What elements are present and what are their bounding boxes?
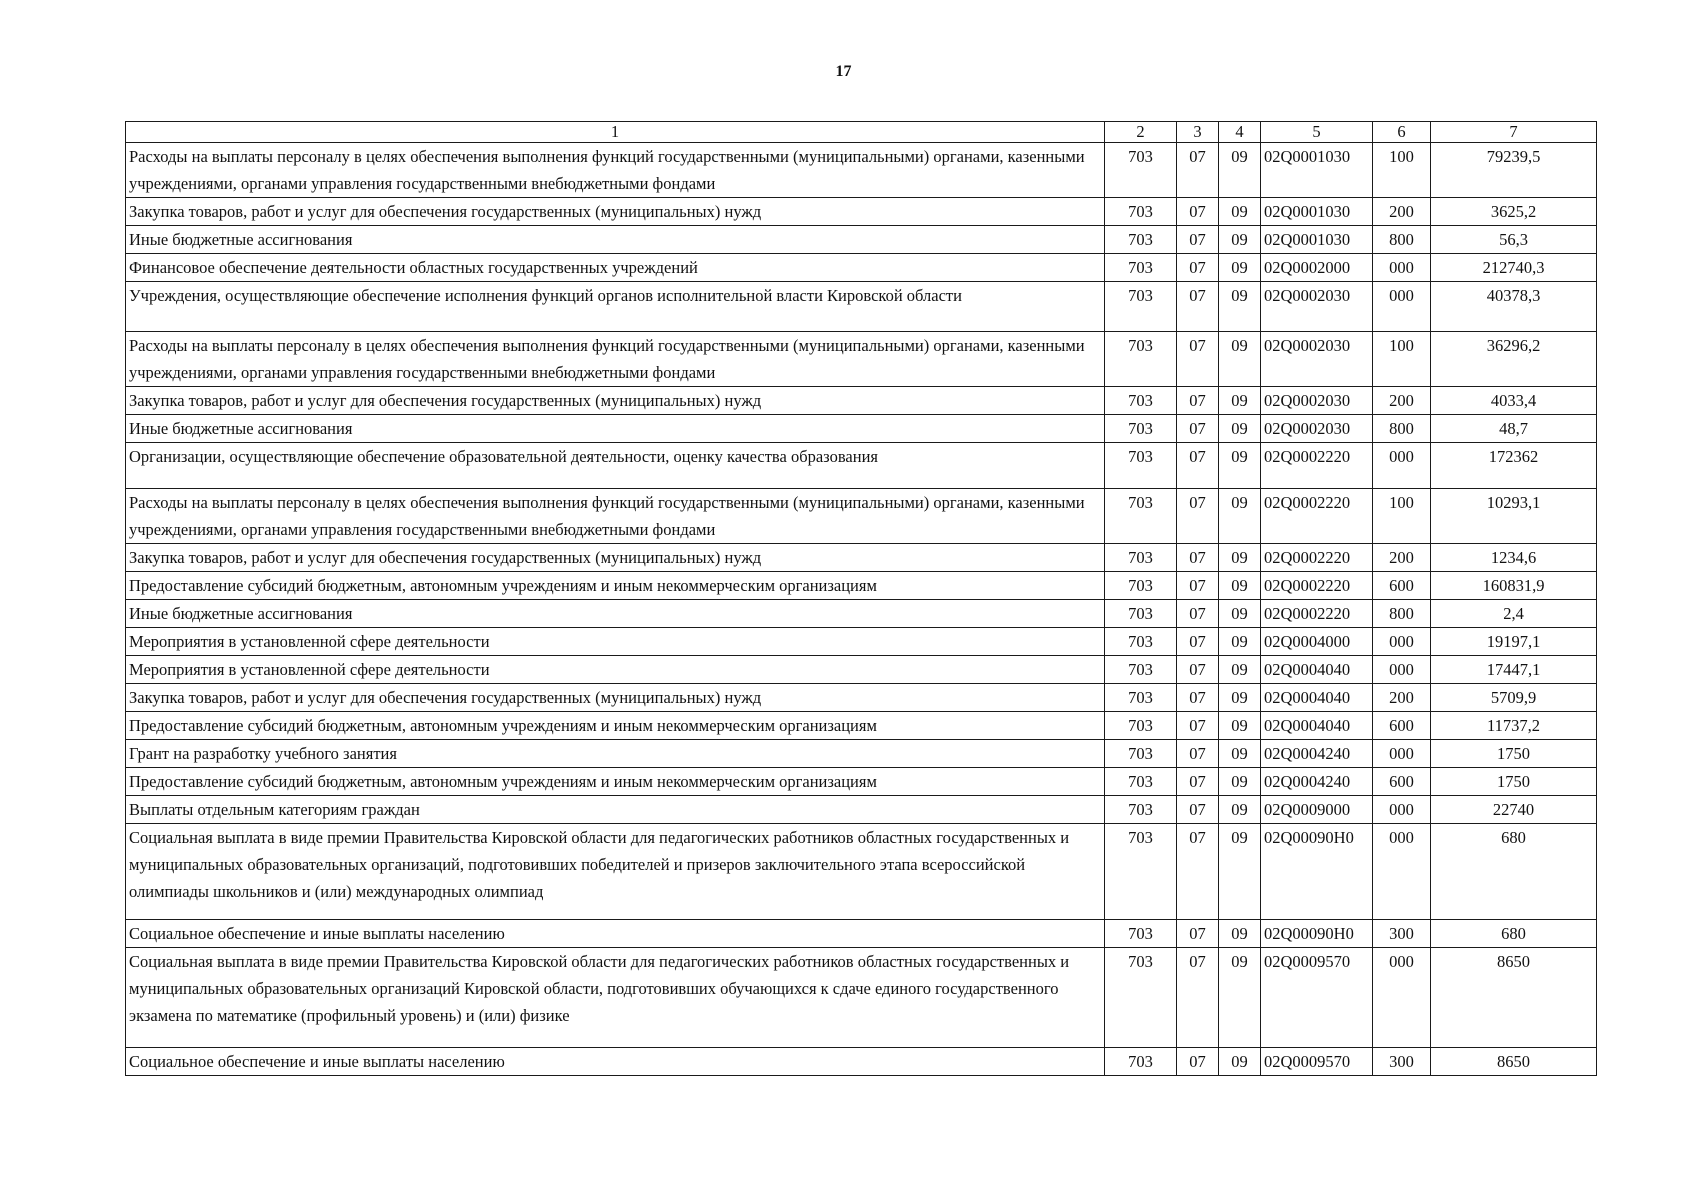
subsection-code: 09 xyxy=(1219,600,1261,628)
expense-type-code: 600 xyxy=(1373,768,1431,796)
expense-type-code: 300 xyxy=(1373,920,1431,948)
table-row xyxy=(126,415,1597,443)
ministry-code: 703 xyxy=(1105,1048,1177,1076)
ministry-code: 703 xyxy=(1105,684,1177,712)
amount: 4033,4 xyxy=(1431,387,1597,415)
column-header: 6 xyxy=(1373,122,1431,143)
section-code: 07 xyxy=(1177,143,1219,198)
amount: 680 xyxy=(1431,920,1597,948)
section-code: 07 xyxy=(1177,332,1219,387)
target-article-code: 02Q0001030 xyxy=(1261,198,1373,226)
section-code: 07 xyxy=(1177,415,1219,443)
ministry-code: 703 xyxy=(1105,740,1177,768)
row-description: Закупка товаров, работ и услуг для обеспечения государственных (муниципальных) нужд xyxy=(126,544,1105,572)
expense-type-code: 800 xyxy=(1373,415,1431,443)
subsection-code: 09 xyxy=(1219,143,1261,198)
ministry-code: 703 xyxy=(1105,796,1177,824)
amount: 36296,2 xyxy=(1431,332,1597,387)
amount: 680 xyxy=(1431,824,1597,920)
amount: 1750 xyxy=(1431,740,1597,768)
amount: 8650 xyxy=(1431,948,1597,1048)
ministry-code: 703 xyxy=(1105,920,1177,948)
page-number: 17 xyxy=(835,63,852,80)
table-row xyxy=(126,712,1597,740)
amount: 212740,3 xyxy=(1431,254,1597,282)
row-description: Иные бюджетные ассигнования xyxy=(126,415,1105,443)
section-code: 07 xyxy=(1177,768,1219,796)
expense-type-code: 000 xyxy=(1373,282,1431,332)
target-article-code: 02Q0009570 xyxy=(1261,948,1373,1048)
expense-type-code: 600 xyxy=(1373,712,1431,740)
column-numbers-row xyxy=(126,122,1597,143)
row-description: Грант на разработку учебного занятия xyxy=(126,740,1105,768)
row-description: Предоставление субсидий бюджетным, автономным учреждениям и иным некоммерческим организациям xyxy=(126,768,1105,796)
subsection-code: 09 xyxy=(1219,656,1261,684)
amount: 2,4 xyxy=(1431,600,1597,628)
table-row xyxy=(126,796,1597,824)
amount: 19197,1 xyxy=(1431,628,1597,656)
row-description: Предоставление субсидий бюджетным, автономным учреждениям и иным некоммерческим организациям xyxy=(126,572,1105,600)
section-code: 07 xyxy=(1177,254,1219,282)
table-row xyxy=(126,920,1597,948)
row-description: Предоставление субсидий бюджетным, автономным учреждениям и иным некоммерческим организациям xyxy=(126,712,1105,740)
subsection-code: 09 xyxy=(1219,628,1261,656)
table-row xyxy=(126,1048,1597,1076)
row-description: Расходы на выплаты персоналу в целях обеспечения выполнения функций государственными (муниципальными) органами, казенными учреждениями, органами управления государственными внебюджетными фондами xyxy=(126,332,1105,387)
subsection-code: 09 xyxy=(1219,282,1261,332)
table-row xyxy=(126,489,1597,544)
table-row xyxy=(126,600,1597,628)
amount: 22740 xyxy=(1431,796,1597,824)
target-article-code: 02Q0004240 xyxy=(1261,768,1373,796)
target-article-code: 02Q0002030 xyxy=(1261,415,1373,443)
target-article-code: 02Q0004000 xyxy=(1261,628,1373,656)
target-article-code: 02Q0002220 xyxy=(1261,600,1373,628)
ministry-code: 703 xyxy=(1105,600,1177,628)
subsection-code: 09 xyxy=(1219,443,1261,489)
subsection-code: 09 xyxy=(1219,254,1261,282)
expense-type-code: 000 xyxy=(1373,824,1431,920)
subsection-code: 09 xyxy=(1219,415,1261,443)
table-row xyxy=(126,656,1597,684)
target-article-code: 02Q00090H0 xyxy=(1261,824,1373,920)
amount: 5709,9 xyxy=(1431,684,1597,712)
section-code: 07 xyxy=(1177,489,1219,544)
ministry-code: 703 xyxy=(1105,226,1177,254)
ministry-code: 703 xyxy=(1105,948,1177,1048)
target-article-code: 02Q0002220 xyxy=(1261,544,1373,572)
row-description: Социальная выплата в виде премии Правительства Кировской области для педагогических работников областных государственных и муниципальных образовательных организаций Кировской области, подготовивших обучающихся к сдаче единого государственного экзамена по математике (профильный уровень) и (или) физике xyxy=(126,948,1105,1048)
row-description: Мероприятия в установленной сфере деятельности xyxy=(126,628,1105,656)
target-article-code: 02Q0002030 xyxy=(1261,387,1373,415)
expense-type-code: 000 xyxy=(1373,796,1431,824)
row-description: Закупка товаров, работ и услуг для обеспечения государственных (муниципальных) нужд xyxy=(126,387,1105,415)
expense-type-code: 600 xyxy=(1373,572,1431,600)
expense-type-code: 800 xyxy=(1373,226,1431,254)
expense-type-code: 300 xyxy=(1373,1048,1431,1076)
ministry-code: 703 xyxy=(1105,443,1177,489)
table-row xyxy=(126,768,1597,796)
subsection-code: 09 xyxy=(1219,544,1261,572)
expense-type-code: 000 xyxy=(1373,656,1431,684)
expense-type-code: 000 xyxy=(1373,628,1431,656)
amount: 40378,3 xyxy=(1431,282,1597,332)
row-description: Организации, осуществляющие обеспечение образовательной деятельности, оценку качества образования xyxy=(126,443,1105,489)
subsection-code: 09 xyxy=(1219,198,1261,226)
amount: 48,7 xyxy=(1431,415,1597,443)
amount: 8650 xyxy=(1431,1048,1597,1076)
ministry-code: 703 xyxy=(1105,824,1177,920)
row-description: Мероприятия в установленной сфере деятельности xyxy=(126,656,1105,684)
section-code: 07 xyxy=(1177,948,1219,1048)
ministry-code: 703 xyxy=(1105,656,1177,684)
target-article-code: 02Q0004040 xyxy=(1261,712,1373,740)
ministry-code: 703 xyxy=(1105,544,1177,572)
target-article-code: 02Q0001030 xyxy=(1261,143,1373,198)
amount: 10293,1 xyxy=(1431,489,1597,544)
amount: 3625,2 xyxy=(1431,198,1597,226)
section-code: 07 xyxy=(1177,920,1219,948)
target-article-code: 02Q0009570 xyxy=(1261,1048,1373,1076)
section-code: 07 xyxy=(1177,387,1219,415)
section-code: 07 xyxy=(1177,824,1219,920)
section-code: 07 xyxy=(1177,544,1219,572)
table-row xyxy=(126,387,1597,415)
target-article-code: 02Q0004240 xyxy=(1261,740,1373,768)
row-description: Закупка товаров, работ и услуг для обеспечения государственных (муниципальных) нужд xyxy=(126,198,1105,226)
target-article-code: 02Q0001030 xyxy=(1261,226,1373,254)
table-row xyxy=(126,332,1597,387)
section-code: 07 xyxy=(1177,1048,1219,1076)
expense-type-code: 200 xyxy=(1373,198,1431,226)
amount: 160831,9 xyxy=(1431,572,1597,600)
column-header: 1 xyxy=(126,122,1105,143)
expense-type-code: 100 xyxy=(1373,489,1431,544)
ministry-code: 703 xyxy=(1105,628,1177,656)
subsection-code: 09 xyxy=(1219,712,1261,740)
table-row xyxy=(126,628,1597,656)
subsection-code: 09 xyxy=(1219,740,1261,768)
ministry-code: 703 xyxy=(1105,143,1177,198)
target-article-code: 02Q0002220 xyxy=(1261,489,1373,544)
table-row xyxy=(126,226,1597,254)
table-row xyxy=(126,544,1597,572)
subsection-code: 09 xyxy=(1219,768,1261,796)
table-row xyxy=(126,740,1597,768)
expense-type-code: 000 xyxy=(1373,740,1431,768)
row-description: Выплаты отдельным категориям граждан xyxy=(126,796,1105,824)
ministry-code: 703 xyxy=(1105,768,1177,796)
ministry-code: 703 xyxy=(1105,198,1177,226)
ministry-code: 703 xyxy=(1105,489,1177,544)
table-row xyxy=(126,443,1597,489)
amount: 172362 xyxy=(1431,443,1597,489)
subsection-code: 09 xyxy=(1219,796,1261,824)
section-code: 07 xyxy=(1177,712,1219,740)
ministry-code: 703 xyxy=(1105,282,1177,332)
column-header: 4 xyxy=(1219,122,1261,143)
amount: 11737,2 xyxy=(1431,712,1597,740)
target-article-code: 02Q0002220 xyxy=(1261,443,1373,489)
section-code: 07 xyxy=(1177,572,1219,600)
target-article-code: 02Q0002220 xyxy=(1261,572,1373,600)
subsection-code: 09 xyxy=(1219,824,1261,920)
section-code: 07 xyxy=(1177,656,1219,684)
column-header: 7 xyxy=(1431,122,1597,143)
subsection-code: 09 xyxy=(1219,948,1261,1048)
expense-type-code: 100 xyxy=(1373,332,1431,387)
subsection-code: 09 xyxy=(1219,684,1261,712)
ministry-code: 703 xyxy=(1105,712,1177,740)
row-description: Расходы на выплаты персоналу в целях обеспечения выполнения функций государственными (муниципальными) органами, казенными учреждениями, органами управления государственными внебюджетными фондами xyxy=(126,143,1105,198)
target-article-code: 02Q00090H0 xyxy=(1261,920,1373,948)
row-description: Иные бюджетные ассигнования xyxy=(126,226,1105,254)
amount: 56,3 xyxy=(1431,226,1597,254)
section-code: 07 xyxy=(1177,684,1219,712)
column-header: 5 xyxy=(1261,122,1373,143)
subsection-code: 09 xyxy=(1219,1048,1261,1076)
table-row xyxy=(126,254,1597,282)
column-header: 2 xyxy=(1105,122,1177,143)
section-code: 07 xyxy=(1177,740,1219,768)
section-code: 07 xyxy=(1177,600,1219,628)
subsection-code: 09 xyxy=(1219,489,1261,544)
target-article-code: 02Q0002030 xyxy=(1261,332,1373,387)
ministry-code: 703 xyxy=(1105,332,1177,387)
section-code: 07 xyxy=(1177,198,1219,226)
table-row xyxy=(126,143,1597,198)
subsection-code: 09 xyxy=(1219,332,1261,387)
subsection-code: 09 xyxy=(1219,226,1261,254)
row-description: Учреждения, осуществляющие обеспечение исполнения функций органов исполнительной власти Кировской области xyxy=(126,282,1105,332)
table-row xyxy=(126,572,1597,600)
row-description: Социальная выплата в виде премии Правительства Кировской области для педагогических работников областных государственных и муниципальных образовательных организаций, подготовивших победителей и призеров заключительного этапа всероссийской олимпиады школьников и (или) международных олимпиад xyxy=(126,824,1105,920)
section-code: 07 xyxy=(1177,796,1219,824)
row-description: Иные бюджетные ассигнования xyxy=(126,600,1105,628)
expense-type-code: 800 xyxy=(1373,600,1431,628)
ministry-code: 703 xyxy=(1105,387,1177,415)
amount: 1750 xyxy=(1431,768,1597,796)
ministry-code: 703 xyxy=(1105,254,1177,282)
target-article-code: 02Q0004040 xyxy=(1261,684,1373,712)
expense-type-code: 000 xyxy=(1373,948,1431,1048)
row-description: Расходы на выплаты персоналу в целях обеспечения выполнения функций государственными (муниципальными) органами, казенными учреждениями, органами управления государственными внебюджетными фондами xyxy=(126,489,1105,544)
budget-table xyxy=(125,121,1597,1076)
row-description: Финансовое обеспечение деятельности областных государственных учреждений xyxy=(126,254,1105,282)
subsection-code: 09 xyxy=(1219,387,1261,415)
ministry-code: 703 xyxy=(1105,415,1177,443)
column-header: 3 xyxy=(1177,122,1219,143)
row-description: Социальное обеспечение и иные выплаты населению xyxy=(126,1048,1105,1076)
table-row xyxy=(126,824,1597,920)
expense-type-code: 200 xyxy=(1373,387,1431,415)
amount: 1234,6 xyxy=(1431,544,1597,572)
expense-type-code: 200 xyxy=(1373,684,1431,712)
table-row xyxy=(126,282,1597,332)
amount: 17447,1 xyxy=(1431,656,1597,684)
section-code: 07 xyxy=(1177,628,1219,656)
target-article-code: 02Q0002030 xyxy=(1261,282,1373,332)
table-row xyxy=(126,198,1597,226)
expense-type-code: 000 xyxy=(1373,443,1431,489)
ministry-code: 703 xyxy=(1105,572,1177,600)
subsection-code: 09 xyxy=(1219,920,1261,948)
target-article-code: 02Q0004040 xyxy=(1261,656,1373,684)
target-article-code: 02Q0002000 xyxy=(1261,254,1373,282)
row-description: Закупка товаров, работ и услуг для обеспечения государственных (муниципальных) нужд xyxy=(126,684,1105,712)
subsection-code: 09 xyxy=(1219,572,1261,600)
amount: 79239,5 xyxy=(1431,143,1597,198)
expense-type-code: 200 xyxy=(1373,544,1431,572)
target-article-code: 02Q0009000 xyxy=(1261,796,1373,824)
table-row xyxy=(126,684,1597,712)
row-description: Социальное обеспечение и иные выплаты населению xyxy=(126,920,1105,948)
section-code: 07 xyxy=(1177,443,1219,489)
expense-type-code: 100 xyxy=(1373,143,1431,198)
table-row xyxy=(126,948,1597,1048)
section-code: 07 xyxy=(1177,282,1219,332)
expense-type-code: 000 xyxy=(1373,254,1431,282)
section-code: 07 xyxy=(1177,226,1219,254)
